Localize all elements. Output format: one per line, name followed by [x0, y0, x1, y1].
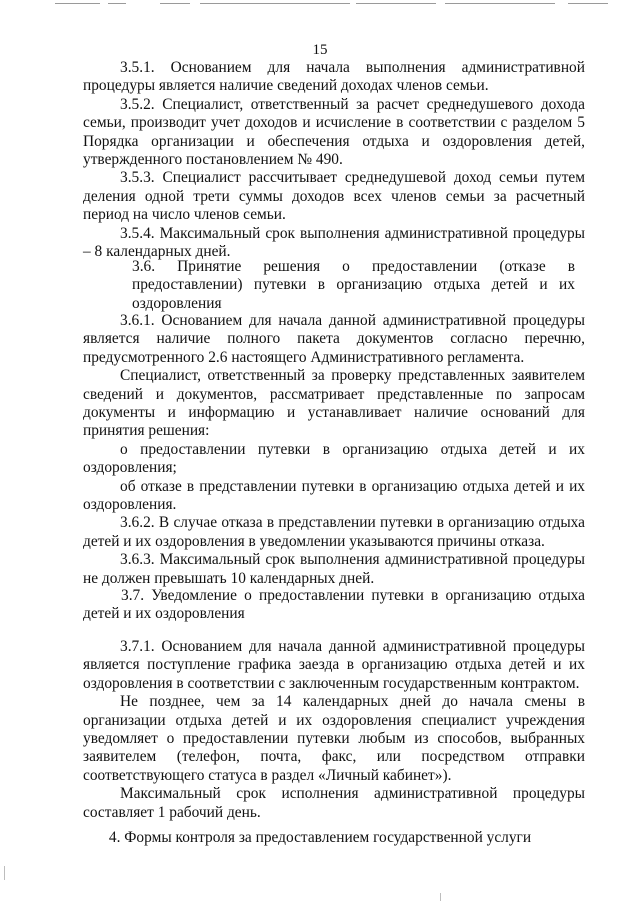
paragraph-notification-deadline: Не позднее, чем за 14 календарных дней до начала смены в организации отдыха детей и их оздоровления специалист учреждения уведомляет о предоставлении путевки любым из способов, выбранных заявителем (телефон, почта, факс, или посредством отправки соответствующего статуса в раздел «Личный кабинет»).	[83, 693, 585, 784]
paragraph-refusal-option: об отказе в представлении путевки в организацию отдыха детей и их оздоровления.	[83, 477, 585, 514]
paragraph-3-6-2: 3.6.2. В случае отказа в представлении путевки в организацию отдыха детей и их оздоровления в уведомлении указываются причины отказа.	[83, 514, 585, 550]
paragraph-3-7-1: 3.7.1. Основанием для начала данной административной процедуры является поступление графика заезда в организацию отдыха детей и их оздоровления в соответствии с заключенным государственным контрактом.	[83, 638, 585, 692]
section-3-5-body	[83, 59, 585, 261]
scan-edge-line	[0, 3, 640, 7]
scan-mark	[440, 893, 441, 901]
paragraph-3-5-1: 3.5.1. Основанием для начала выполнения административной процедуры является наличие сведений доходах членов семьи.	[83, 59, 585, 95]
paragraph-max-duration: Максимальный срок исполнения административной процедуры составляет 1 рабочий день.	[83, 785, 585, 821]
section-3-6-body	[83, 312, 585, 588]
page-number: 15	[312, 42, 328, 58]
section-4-heading: 4. Формы контроля за предоставлением государственной услуги	[108, 829, 532, 846]
paragraph-specialist-check: Специалист, ответственный за проверку представленных заявителем сведений и документов, рассматривает представленные по запросам документы и информацию и устанавливает наличие оснований для принятия решения:	[83, 367, 585, 440]
section-3-6-heading: 3.6. Принятие решения о предоставлении (отказе в предоставлении) путевки в организацию отдыха детей и их оздоровления	[132, 258, 575, 312]
paragraph-grant-option: о предоставлении путевки в организацию отдыха детей и их оздоровления;	[83, 440, 585, 477]
section-3-7-body	[83, 638, 585, 822]
paragraph-3-5-2: 3.5.2. Специалист, ответственный за расчет среднедушевого дохода семьи, производит учет доходов и исчисление в соответствии с разделом 5 Порядка организации и обеспечения отдыха и оздоровления детей, утвержденного постановлением № 490.	[83, 95, 585, 169]
paragraph-3-5-4: 3.5.4. Максимальный срок выполнения административной процедуры – 8 календарных дней.	[83, 224, 585, 261]
scan-mark	[4, 866, 5, 880]
paragraph-3-6-3: 3.6.3. Максимальный срок выполнения административной процедуры не должен превышать 10 календарных дней.	[83, 551, 585, 587]
section-3-7-heading: 3.7. Уведомление о предоставлении путевки в организацию отдыха детей и их оздоровления	[83, 587, 585, 623]
paragraph-3-6-1: 3.6.1. Основанием для начала данной административной процедуры является наличие полного пакета документов согласно перечню, предусмотренного 2.6 настоящего Административного регламента.	[83, 312, 585, 366]
paragraph-3-5-3: 3.5.3. Специалист рассчитывает среднедушевой доход семьи путем деления одной трети суммы доходов всех членов семьи за расчетный период на число членов семьи.	[83, 169, 585, 224]
